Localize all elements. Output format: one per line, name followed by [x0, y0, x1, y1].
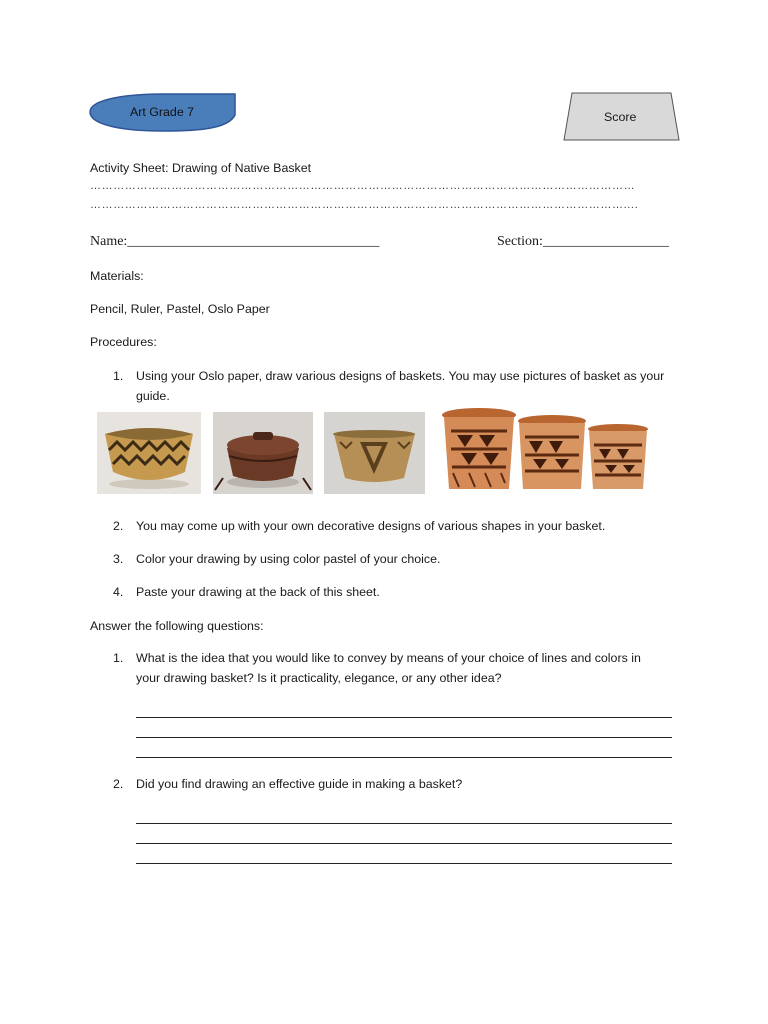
procedure-step-3-text: Color your drawing by using color pastel of your choice. — [136, 552, 441, 566]
procedure-step-2-num: 2. — [113, 519, 124, 533]
procedure-step-4-num: 4. — [113, 585, 124, 599]
dotted-line-2: ………………………………………………………………………………………………………………………….... — [90, 199, 639, 211]
procedure-step-1-num: 1. — [113, 369, 124, 383]
question-2-num: 2. — [113, 777, 124, 791]
activity-title: Activity Sheet: Drawing of Native Basket — [90, 161, 312, 175]
score-label: Score — [604, 110, 637, 124]
grade-badge-label: Art Grade 7 — [130, 105, 195, 119]
materials-heading: Materials: — [90, 269, 144, 283]
section-field[interactable] — [497, 234, 669, 250]
basket-photo-zigzag — [97, 412, 201, 494]
basket-photo-trio — [439, 405, 651, 495]
procedure-step-4-text: Paste your drawing at the back of this sheet. — [136, 585, 380, 599]
materials-list: Pencil, Ruler, Pastel, Oslo Paper — [90, 302, 270, 316]
name-label: Name: — [90, 234, 128, 249]
basket-photo-triangle — [324, 412, 425, 494]
answer-line-1c[interactable] — [136, 757, 672, 758]
section-blank[interactable]: __________________ — [542, 234, 669, 249]
procedure-step-3-num: 3. — [113, 552, 124, 566]
name-field[interactable] — [90, 234, 379, 250]
basket-photo-lidded — [213, 412, 313, 494]
procedure-step-1-line2: guide. — [136, 389, 170, 403]
score-box — [563, 92, 680, 142]
question-2-line1: Did you find drawing an effective guide in making a basket? — [136, 777, 463, 791]
procedure-step-1-line1: Using your Oslo paper, draw various designs of baskets. You may use pictures of basket as your — [136, 369, 665, 383]
question-1-num: 1. — [113, 651, 124, 665]
answer-line-1b[interactable] — [136, 737, 672, 738]
grade-badge — [88, 91, 238, 133]
section-label: Section: — [497, 234, 543, 249]
question-1-line1: What is the idea that you would like to convey by means of your choice of lines and colors in — [136, 651, 641, 665]
answer-line-2c[interactable] — [136, 863, 672, 864]
answer-line-2b[interactable] — [136, 843, 672, 844]
question-1-line2: your drawing basket? Is it practicality, elegance, or any other idea? — [136, 671, 502, 685]
dotted-line-1: …………………………………………………………………………………………………………………………… — [90, 180, 636, 192]
questions-heading: Answer the following questions: — [90, 619, 264, 633]
answer-line-2a[interactable] — [136, 823, 672, 824]
procedure-step-2-text: You may come up with your own decorative designs of various shapes in your basket. — [136, 519, 606, 533]
name-blank[interactable]: ____________________________________ — [127, 234, 380, 249]
answer-line-1a[interactable] — [136, 717, 672, 718]
procedures-heading: Procedures: — [90, 335, 157, 349]
